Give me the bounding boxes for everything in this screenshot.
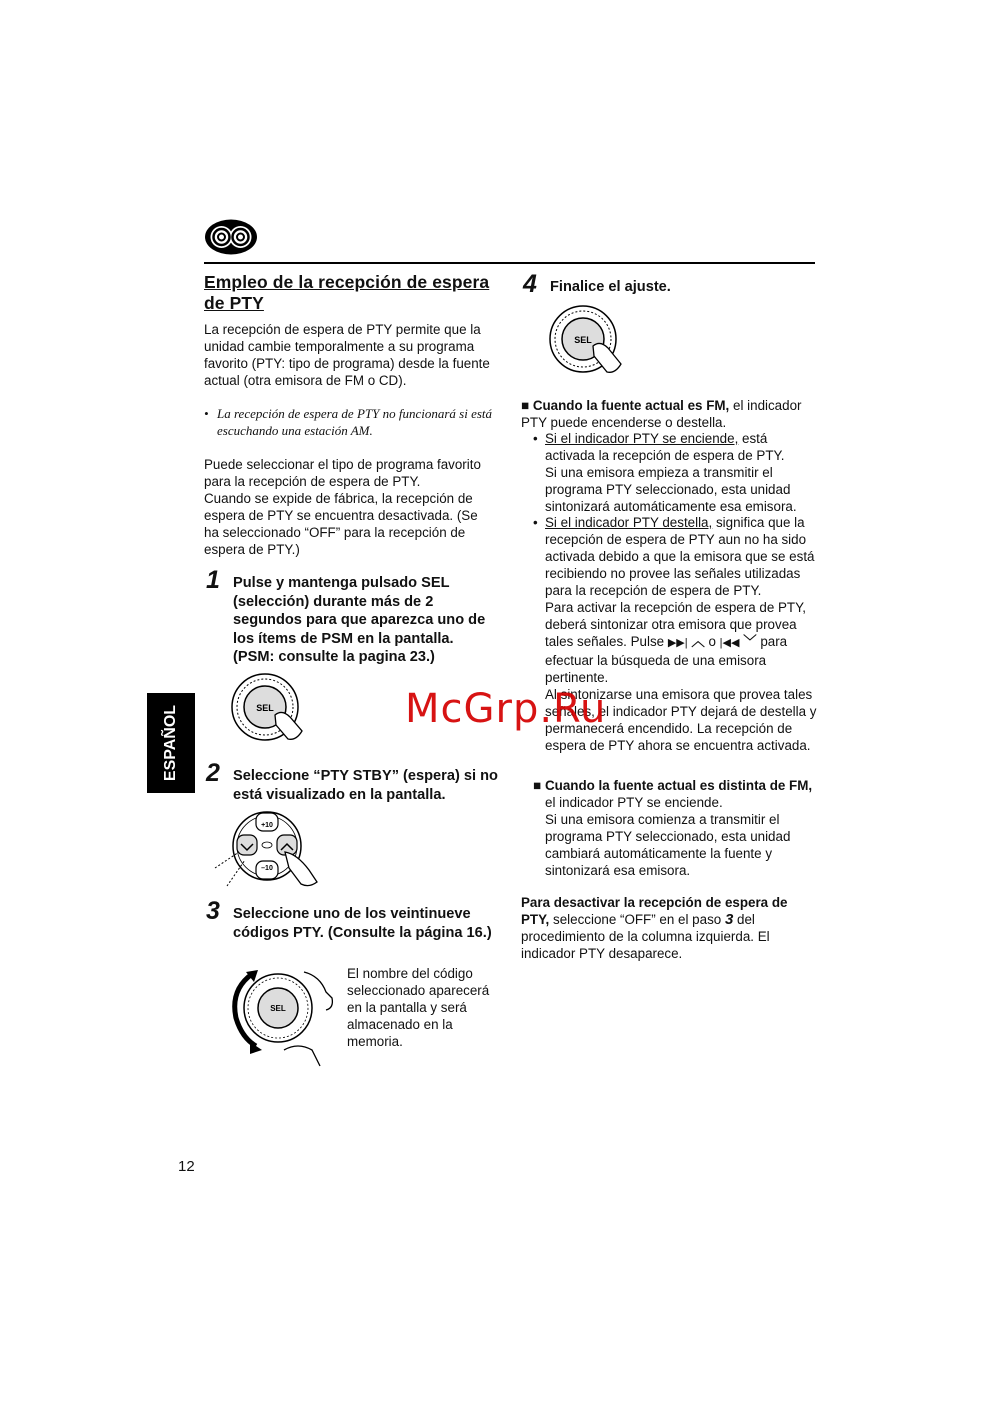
non-fm-block [533, 777, 817, 879]
step-2-text: Seleccione “PTY STBY” (espera) si no está visualizado en la pantalla. [233, 768, 498, 803]
sel-knob-icon [545, 304, 635, 374]
step-3-text: Seleccione uno de los veintinueve códigos PTY. (Consulte la página 16.) [233, 906, 492, 941]
deactivate-paragraph [521, 894, 811, 962]
deactivate-text-b: del procedimiento de la columna izquierda. El indicador PTY desaparece. [521, 912, 770, 961]
deactivate-heading: Para desactivar la recepción de espera de PTY, [521, 895, 788, 927]
fm-heading: Cuando la fuente actual es FM, [532, 398, 730, 413]
am-note-text: La recepción de espera de PTY no funcionará si está escuchando una estación AM. [217, 406, 493, 438]
non-fm-heading: Cuando la fuente actual es distinta de FM, [545, 778, 813, 793]
favorite-paragraph: Puede seleccionar el tipo de programa favorito para la recepción de espera de PTY. [204, 457, 481, 489]
bullet-1-text: está activada la recepción de espera de PTY. [545, 431, 785, 463]
step-3-aside: El nombre del código seleccionado aparecerá en la pantalla y será almacenado en la memoria. [347, 966, 490, 1049]
bullet-2-para3: Al sintonizarse una emisora que provea tales señales, el indicador PTY dejará de destella y permanecerá encendido. La recepción de espera de PTY ahora se encuentra activada. [545, 687, 817, 753]
chevron-up-icon: ︿ [691, 634, 705, 649]
language-tab [147, 693, 195, 793]
header-rule [204, 262, 815, 264]
non-fm-para2: Si una emisora comienza a transmitir el programa PTY seleccionado, esta unidad cambiará automáticamente la fuente y sintonizará esa emisora. [545, 812, 791, 878]
rds-logo-icon [204, 218, 258, 256]
intro-paragraph: La recepción de espera de PTY permite que la unidad cambie temporalmente a su programa favorito (PTY: tipo de programa) desde la fuente actual (otra emisora de FM o CD). [204, 322, 490, 388]
fm-heading-tail: el indicador PTY puede encenderse o destella. [521, 398, 802, 430]
section-title: Empleo de la recepción de espera de PTY [204, 272, 490, 313]
press-hand-icon [284, 1046, 320, 1066]
non-fm-line1: el indicador PTY se enciende. [545, 795, 723, 810]
square-bullet: ■ [533, 778, 542, 793]
factory-paragraph: Cuando se expide de fábrica, la recepción de espera de PTY se encuentra desactivada. (Se ha seleccionado “OFF” para la recepción de espera de PTY.) [204, 491, 478, 557]
step-2-number: 2 [206, 759, 220, 787]
language-tab-label: ESPAÑOL [162, 704, 179, 782]
seek-buttons-icon [205, 808, 335, 888]
am-note: • La recepción de espera de PTY no funcionará si está escuchando una estación AM. [204, 405, 496, 439]
watermark: McGrp.Ru [405, 686, 607, 732]
deactivate-text-a: seleccione “OFF” en el paso [553, 912, 722, 927]
step-1-number: 1 [206, 566, 220, 594]
minus10-label: –10 [261, 865, 273, 872]
step-1-text: Pulse y mantenga pulsado SEL (selección) durante más de 2 segundos para que aparezca uno de los ítems de PSM en la pantalla. (PSM: consulte la pagina 23.) [233, 575, 486, 665]
sel-knob-icon [230, 673, 310, 743]
bullet-1: • Si el indicador PTY se enciende, está activada la recepción de espera de PTY. Si una emisora empieza a transmitir el programa PTY seleccionado, esta unidad sintonizará automáticamente esa emisora. [533, 430, 817, 515]
bullet-2: • Si el indicador PTY destella, significa que la recepción de espera de PTY aun no ha sido activada debido a que la emisora que se está recibiendo no provee las señales utilizadas para la recepción de espera de PTY. Para activar la recepción de espera de PTY, deberá sintonizar otra emisora que provea tales señales. Pulse ▶▶| ︿ o |◀◀ ﹀ para efectuar la búsqueda de una emisora pertinente. Al sintonizarse una emisora que provea tales señales, el indicador PTY dejará de destella y permanecerá encendido. La recepción de espera de PTY ahora se encuentra activada. [533, 515, 817, 753]
seek-next-icon: ▶▶| [667, 637, 688, 649]
square-bullet: ■ [521, 398, 530, 413]
step-3-number: 3 [206, 897, 220, 925]
step-4-number: 4 [523, 270, 537, 298]
bullet-2-para2-b: para efectuar la búsqueda de una emisora pertinente. [545, 634, 788, 685]
bullet-2-text: significa que la recepción de espera de PTY aun no ha sido activada debido a que la emisora que se está recibiendo no provee las señales utilizadas para la recepción de espera de PTY. [545, 515, 815, 598]
deactivate-step-ref: 3 [724, 911, 734, 928]
bullet-2-para2-o: o [708, 634, 716, 649]
page-number: 12 [178, 1158, 195, 1175]
knob-label: SEL [256, 703, 274, 713]
bullet-1-underlined: Si el indicador PTY se enciende, [545, 431, 739, 446]
knob-label: SEL [270, 1004, 286, 1013]
seek-prev-icon [237, 835, 257, 855]
bullet-2-para2-a: Para activar la recepción de espera de PTY, deberá sintonizar otra emisora que provea tales señales. Pulse [545, 600, 807, 649]
chevron-down-icon: ﹀ [743, 634, 757, 649]
fm-block [521, 397, 816, 431]
bullet-2-underlined: Si el indicador PTY destella, [545, 515, 713, 530]
seek-prev-icon: |◀◀ [719, 637, 740, 649]
press-hand-icon [285, 852, 317, 886]
rotate-knob-icon [228, 968, 338, 1072]
bullet-2-para2 [545, 599, 817, 686]
step-4-text: Finalice el ajuste. [550, 279, 671, 295]
knob-label: SEL [574, 335, 592, 345]
plus10-label: +10 [261, 822, 273, 829]
bullet-1-para2: Si una emisora empieza a transmitir el programa PTY seleccionado, esta unidad sintonizará automáticamente esa emisora. [545, 465, 797, 514]
